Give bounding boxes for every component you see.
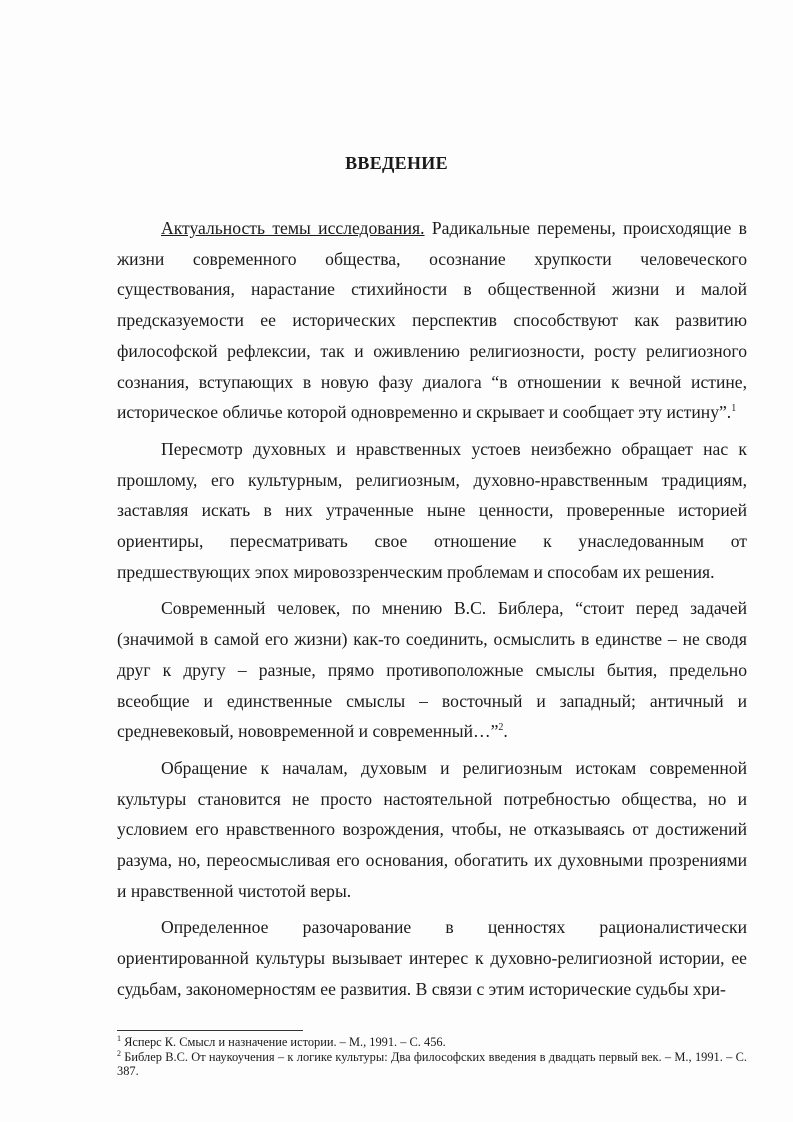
footnote-2-text: Библер В.С. От наукоучения – к логике культуры: Два философских введения в двадцать первый век. – М., 1991. – С. 387. [117, 1050, 747, 1078]
footnote-2-number: 2 [117, 1048, 121, 1058]
footnote-1-number: 1 [117, 1033, 121, 1043]
footnote-1-text: Ясперс К. Смысл и назначение истории. – М., 1991. – С. 456. [121, 1035, 446, 1049]
paragraph-5: Определенное разочарование в ценностях рационалистически ориентированной культуры вызывает интерес к духовно-религиозной истории, ее судьбам, закономерностям ее развития. В связи с этим исторические судьбы хри- [117, 917, 747, 999]
footnotes [117, 1035, 747, 1079]
footnote-ref-1: 1 [731, 403, 737, 415]
footnote-separator [117, 1030, 303, 1031]
paragraph-3-end: . [503, 721, 508, 742]
footnote-2 [117, 1050, 747, 1078]
paragraph-2: Пересмотр духовных и нравственных устоев неизбежно обращает нас к прошлому, его культурным, религиозным, духовно-нравственным традициям, заставляя искать в них утраченные ныне ценности, проверенные историей ориентиры, пересматривать свое отношение к унаследованным от предшествующих эпох мировоззренческим проблемам и способам их решения. [117, 438, 747, 582]
paragraph-4: Обращение к началам, духовым и религиозным истокам современной культуры становится не просто настоятельной потребностью общества, но и условием его нравственного возрождения, чтобы, не отказываясь от достижений разума, но, переосмысливая его основания, обогатить их духовными прозрениями и нравственной чистотой веры. [117, 757, 747, 901]
paragraph-1-text: Радикальные перемены, происходящие в жизни современного общества, осознание хрупкости человеческого существования, нарастание стихийности в общественной жизни и малой предсказуемости ее исторических перспектив способствуют как развитию философской рефлексии, так и оживлению религиозности, росту религиозного сознания, вступающих в новую фазу диалога “в отношении к вечной истине, историческое обличье которой одновременно и скрывает и сообщает эту истину”. [117, 218, 747, 423]
paragraph-3 [117, 593, 747, 747]
paragraph-3-text: Современный человек, по мнению В.С. Библера, “стоит перед задачей (значимой в самой его жизни) как-то соединить, осмыслить в единстве – не сводя друг к другу – разные, прямо противоположные смыслы бытия, предельно всеобщие и единственные смыслы – восточный и западный; античный и средневековый, нововременной и современный…” [117, 598, 747, 742]
footnote-1 [117, 1035, 747, 1049]
section-lead-underlined: Актуальность темы исследования. [161, 218, 425, 238]
paragraph-1 [117, 213, 747, 428]
footnote-ref-2: 2 [498, 722, 504, 734]
page-title: ВВЕДЕНИЕ [345, 153, 448, 173]
body-text [117, 213, 747, 1005]
